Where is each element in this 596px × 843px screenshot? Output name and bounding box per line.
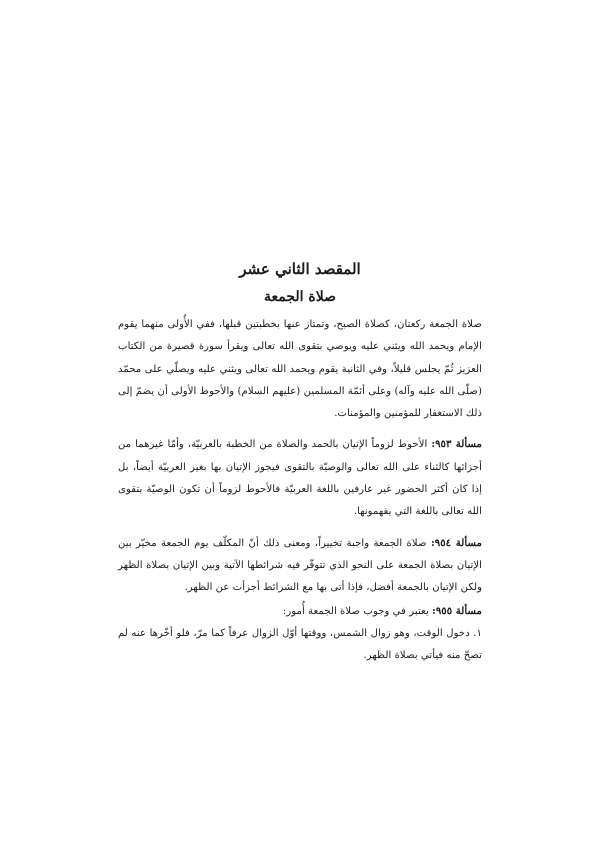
issue-955-paragraph [118, 600, 482, 623]
issue-954-label: مسألة ٩٥٤: [430, 536, 482, 549]
section-heading: المقصد الثاني عشر [239, 260, 361, 278]
issue-953-label: مسألة ٩٥٣: [431, 438, 482, 451]
issue-954-text: صلاة الجمعة واجبة تخييراً، ومعنى ذلك أنّ المكلّف يوم الجمعة مخيّر بين الإتيان بصلاة الجمعة على النحو الذي تتوفّر فيه شرائطها الآتية وبين الإتيان بصلاة الظهر ولكن الإتيان بالجمعة أفضل، فإذا أتى بها مع الشرائط أجزأت عن الظهر. [118, 537, 482, 594]
section-subheading: صلاة الجمعة [264, 289, 336, 305]
list-item-1: ١. دخول الوقت، وهو زوال الشمس، ووقتها أوّل الزوال عرفاً كما مرّ، فلو أخّرها عنه لم تصحّ منه فيأتي بصلاة الظهر. [118, 627, 482, 662]
issue-954-paragraph [118, 532, 482, 600]
issue-955-label: مسألة ٩٥٥: [432, 604, 482, 617]
issue-953-paragraph [118, 433, 482, 523]
issue-953-text: الأحوط لزوماً الإتيان بالحمد والصلاة من الخطبة بالعربيّة، وأمّا غيرهما من أجزائها كالثناء على الله تعالى والوصيّة بالتقوى فيجوز الإتيان بها بغير العربيّة أيضاً، بل إذا كان أكثر الحضور غير عارفين باللغة العربيّة فالأحوط لزوماً أن تكون الوصيّة بتقوى الله تعالى باللغة التي يفهمونها. [118, 439, 482, 518]
page-content [118, 258, 482, 667]
intro-paragraph: صلاة الجمعة ركعتان، كصلاة الصبح، وتمتاز عنها بخطبتين قبلها، ففي الأُولى منهما يقوم الإمام ويحمد الله ويثني عليه ويوصي بتقوى الله تعالى ويقرأ سورة قصيرة من الكتاب العزيز ثُمّ يجلس قليلاً، وفي الثانية يقوم ويحمد الله تعالى ويثني عليه ويصلّي على محمّد (صلّى الله عليه وآله) وعلى أئمّة المسلمين (عليهم السلام) والأحوط الأولى أن يضمّ إلى ذلك الاستغفار للمؤمنين والمؤمنات. [118, 319, 482, 420]
issue-955-text: يعتبر في وجوب صلاة الجمعة أُمور: [282, 605, 429, 617]
